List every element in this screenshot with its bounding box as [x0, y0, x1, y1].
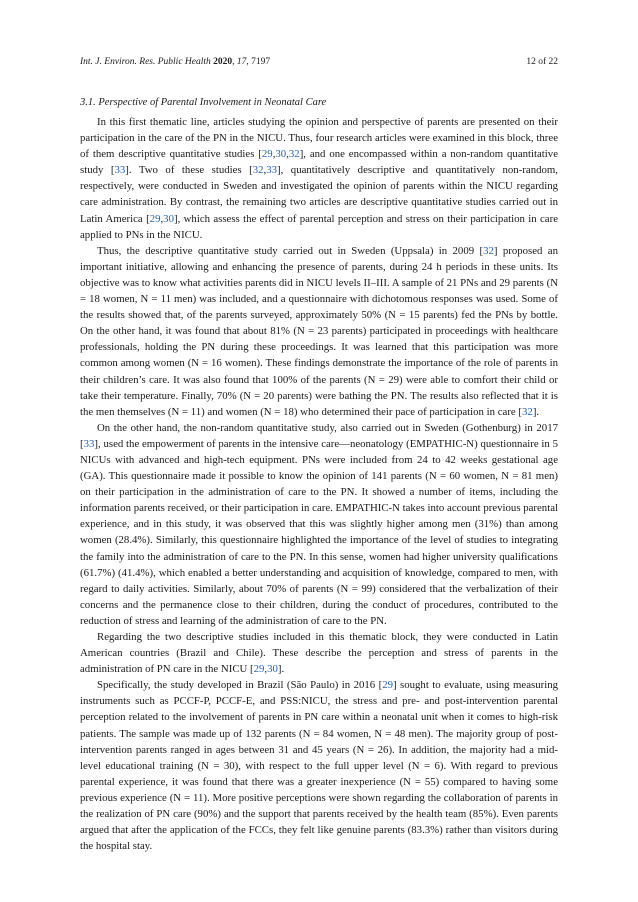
paragraph: [80, 629, 558, 677]
paragraph-text: ], which assess the effect of parental perception and stress on their participation in care applied to PNs in the NICU.: [80, 212, 558, 241]
paragraph-text: ] proposed an important initiative, allowing and enhancing the presence of parents, during 24 h periods in these units. Its objective was to know what activities parents did in NICU levels II–III. A sample of 21 PNs and 29 parents (N = 18 women, N = 11 men) was included, and a questionnaire with dichotomous responses was used. Some of the results showed that, of the parents surveyed, approximately 50% (N = 15 parents) fed the PNs by bottle. On the other hand, it was found that about 81% (N = 23 parents) participated in proceedings with healthcare professionals, holding the PN during these proceedings. It was learned that this participation was more common among women (N = 16 women). These findings demonstrate the importance of the role of parents in their children’s care. It was also found that 100% of the parents (N = 29) were able to comfort their child or take their temperature. Finally, 70% (N = 20 parents) were bathing the PN. The results also reflected that it is the men themselves (N = 11) and women (N = 18) who determined their pace of participation in care [: [80, 244, 558, 418]
paragraph-text: ], used the empowerment of parents in the intensive care—neonatology (EMPATHIC-N) questionnaire in 5 NICUs with advanced and high-tech equipment. PNs were included from 24 to 42 weeks gestational age (GA). This questionnaire made it possible to know the opinion of 141 parents (N = 60 women, N = 81 men) on their participation in the administration of care to the PN. It showed a number of items, including the information parents received, or their participation in care. EMPATHIC-N takes into account previous parental experience, and in this study, it was observed that this was slightly higher among men (31%) than among women (28.4%). Similarly, this questionnaire highlighted the importance of the level of studies to integrating the family into the administration of care to the PN. In this sense, women had higher university qualifications (61.7%) (41.4%), which enabled a better understanding and acquisition of knowledge, compared to men, with regard to daily activities. Similarly, about 70% of parents (N = 99) considered that the verbalization of their concerns and the permanence close to their children, during the conduct of procedures, contributed to the reduction of stress and learning of the administration of care to the PN.: [80, 437, 558, 627]
body-text: [80, 114, 558, 854]
paragraph-text: ,: [263, 164, 267, 177]
section-heading: 3.1. Perspective of Parental Involvement in Neonatal Care: [80, 97, 327, 108]
paragraph-text: ], and one encompassed within a non-random quantitative study [: [80, 148, 558, 177]
paragraph-text: ,: [264, 663, 268, 676]
running-head: Int. J. Environ. Res. Public Health 2020, 17, 7197 12 of 22: [80, 57, 558, 67]
paragraph-text: Specifically, the study developed in Brazil (São Paulo) in 2016 [: [97, 679, 383, 692]
article-number: , 7197: [246, 57, 271, 67]
citation-link[interactable]: 33: [266, 164, 278, 177]
citation-link[interactable]: 30: [267, 663, 278, 676]
paragraph: [80, 420, 558, 629]
paragraph-text: ] sought to evaluate, using measuring instruments such as PCCF-P, PCCF-E, and PSS:NICU, the stress and pre- and post-intervention parental perception related to the involvement of parents in PN care within a neonatal unit when it comes to high-risk patients. The sample was made up of 132 parents (N = 84 women, N = 48 men). The majority group of post-intervention parents ranged in ages between 31 and 45 years (N = 26). In addition, the majority had a mid-level educational training (N = 30), with respect to the full upper level (N = 6). With regard to previous parental experience, it was found that there was a greater inexperience (N = 55) compared to having some previous experience (N = 11). More positive perceptions were shown regarding the collaboration of parents in the realization of PN care (90%) and the support that parents received by the health team (85%). Even parents argued that after the application of the FCCs, they felt like genuine parents (83.3%) rather than visitors during the hospital stay.: [80, 679, 558, 853]
citation-link[interactable]: 32: [252, 164, 264, 177]
paragraph-text: ,: [160, 212, 164, 225]
citation-link[interactable]: 29: [149, 212, 161, 225]
paragraph-text: ]. Two of these studies [: [125, 164, 253, 177]
journal-volume: 17: [236, 57, 247, 67]
citation-link[interactable]: 33: [83, 437, 95, 450]
citation-link[interactable]: 30: [163, 212, 174, 225]
citation-link[interactable]: 29: [253, 663, 265, 676]
paragraph-text: Thus, the descriptive quantitative study carried out in Sweden (Uppsala) in 2009 [: [97, 244, 484, 257]
paragraph-text: ,: [286, 148, 289, 161]
paragraph-text: In this first thematic line, articles studying the opinion and perspective of parents are presented on their participation in the care of the PN in the NICU. Thus, four research articles were examined in this block, three of them descriptive quantitative studies [: [80, 116, 558, 161]
paragraph: [80, 677, 558, 854]
paragraph-text: Regarding the two descriptive studies included in this thematic block, they were conducted in Latin American countries (Brazil and Chile). These describe the perception and stress of parents in the administration of PN care in the NICU [: [80, 631, 558, 676]
paragraph: [80, 114, 558, 243]
paragraph: [80, 243, 558, 420]
citation-link[interactable]: 29: [382, 679, 393, 692]
citation-link[interactable]: 32: [522, 405, 533, 418]
paragraph-text: ].: [277, 663, 285, 676]
citation-link[interactable]: 33: [114, 164, 126, 177]
citation-link[interactable]: 30: [275, 148, 287, 161]
citation-link[interactable]: 32: [288, 148, 300, 161]
journal-name: Int. J. Environ. Res. Public Health: [80, 57, 211, 67]
page-number: 12 of 22: [526, 57, 558, 67]
paragraph-text: ].: [532, 405, 540, 418]
journal-year: 2020: [213, 57, 233, 67]
paragraph-text: ], quantitatively descriptive and quantitatively non-random, respectively, were conducted in Sweden and investigated the opinion of parents within the NICU regarding care administration. By contrast, the remaining two articles are descriptive quantitative studies carried out in Latin America [: [80, 164, 558, 225]
paragraph-text: On the other hand, the non-random quantitative study, also carried out in Sweden (Gothenburg) in 2017 [: [80, 421, 558, 450]
citation-link[interactable]: 32: [483, 244, 494, 257]
citation-link[interactable]: 29: [261, 148, 273, 161]
paragraph-text: ,: [272, 148, 276, 161]
